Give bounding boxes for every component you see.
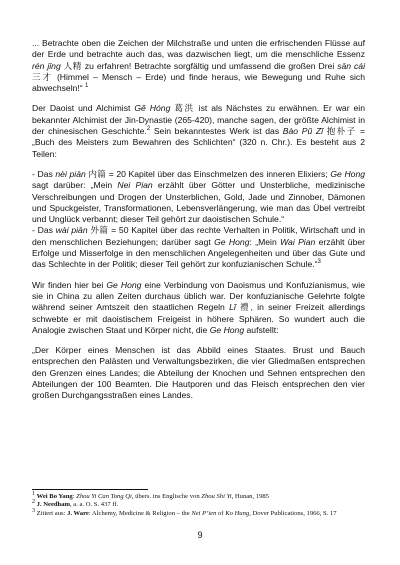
text-run: of: [216, 509, 226, 517]
footnote-number: 2: [32, 499, 35, 506]
footnotes: [32, 489, 365, 518]
analogy-paragraph: [32, 280, 365, 336]
book-title: Bào Pŭ Zĭ: [282, 126, 324, 137]
text-run: - Das: [32, 168, 56, 179]
text-run: : „Mein: [249, 236, 281, 247]
footnote-list: [32, 490, 365, 518]
text-run: 葛洪 ist als Nächstes zu erwähnen. Er war ein bekannter Alchimist der Jin-Dynastie (265-420), manche sagen, der größte Alchimist in der chinesischen Geschichte.: [32, 103, 365, 137]
list-item: [32, 169, 365, 225]
text-run: 内篇 = 20 Kapitel über das Einschmelzen des inneren Elixiers;: [85, 168, 331, 179]
book-title: Nei Pian: [117, 180, 153, 191]
footnote-title: Zhou Yi Can Tong Qi: [76, 493, 132, 500]
footnote-author: J. Needham: [36, 501, 70, 509]
footnote-ref: 1: [85, 83, 89, 90]
footnote-author: Wei Bo Yang: [36, 493, 73, 500]
page-number: 9: [197, 530, 203, 540]
footnote-item: [32, 507, 365, 518]
text-run: , Dover Publications, 1966, S. 17: [249, 509, 337, 517]
text-run: sagt darüber: „Mein: [32, 180, 118, 191]
footnote-number: 3: [32, 507, 35, 514]
pinyin-name: Ge Hong: [330, 168, 366, 179]
page-body: [32, 38, 365, 411]
footnote-title: Zhou Shi Yi: [201, 493, 232, 500]
pinyin-term: sān cái: [337, 60, 365, 71]
pinyin-name: Ge Hong: [106, 279, 142, 290]
footnote-author: J. Ware: [67, 509, 89, 517]
text-run: erzählt über Götter und Unsterbliche, medizinische Verschreibungen und Drogen der Unsterblichen, Gold, Jade und Zinnober, Dämonen und Spuckgeister, Transformationen, Lebensverlängerung, wie man das Übel vertreibt und Unglück verbannt; dieser Teil gehört zur daoistischen Schule.“: [32, 180, 365, 225]
pinyin-name: Ge Hong: [214, 236, 250, 247]
book-parts-list: [32, 169, 365, 271]
text-run: - Das: [32, 225, 56, 236]
footnote-number: 1: [32, 490, 35, 497]
text-run: eine Verbindung von Daoismus und Konfuzianismus, wie sie in China zu allen Zeiten durchaus üblich war. Der konfuzianische Gelehrte folgte während seiner Amtszeit den staatlichen Regeln: [32, 279, 365, 313]
pinyin-term: wài piān: [55, 225, 88, 236]
footnote-title: Nei P’ien: [191, 509, 217, 517]
list-item: [32, 225, 365, 270]
text-run: 三才 (Himmel – Mensch – Erde) und finde heraus, wie Bewegung und Ruhe sich abwechseln!“: [32, 71, 365, 94]
footnote-ref: 2: [146, 126, 151, 133]
body-state-quote: „Der Körper eines Menschen ist das Abbild eines Staates. Brust und Bauch entsprechen den Palästen und Verwaltungsbezirken, die vier Gliedmaßen entsprechen den Grenzen eines Landes; die Abteilung der Knochen und Sehnen entsprechen den Abteilungen der 100 Beamten. Die Hautporen und das Fleisch entsprechen den vier großen Durchgangsstraßen eines Landes.: [32, 345, 365, 401]
pinyin-name: Gĕ Hóng: [134, 103, 171, 114]
text-run: , Hunan, 1985: [231, 493, 269, 500]
text-run: : Alchemy, Medicine & Religion – the: [88, 509, 192, 517]
text-run: , übers. ins Englische von: [131, 493, 202, 500]
text-run: 人精 zu erfahren! Betrachte sorgfältig und umfassend die großen Drei: [60, 60, 338, 71]
text-run: Zitiert aus:: [36, 509, 68, 517]
text-run: erzählt über Erfolge und Misserfolge in den menschlichen Angelegenheiten und über das Gute und das Schlechte in der Politik; dieser Teil gehört zur konfuzianischen Schule.“: [32, 236, 365, 270]
text-run: 禮, in seiner Freizeit allerdings schwebte er mit daoistischem Freigeist in höhere Sphären. So wundert auch die Analogie zwischen Staat und Körper nicht, die: [32, 302, 365, 335]
text-run: :: [72, 493, 77, 500]
text-run: aufstellt:: [244, 324, 279, 335]
pinyin-term: rén jīng: [32, 60, 61, 71]
text-run: ... Betrachte oben die Zeichen der Milchstraße und unten die erfrischenden Flüsse auf der Erde und betrachte auch das, was dazwischen liegt, um die menschliche Essenz: [32, 38, 365, 60]
text-run: , a. a. O. S. 437 ff.: [70, 501, 119, 509]
footnote-ref: 3: [317, 259, 321, 266]
text-run: Sein bekanntestes Werk ist das: [150, 126, 283, 137]
footnote-divider: [32, 489, 148, 490]
pinyin-term: nèi piān: [55, 168, 86, 179]
text-run: Der Daoist und Alchimist: [32, 103, 135, 114]
quote-paragraph: [32, 38, 365, 94]
pinyin-name: Ge Hong: [209, 324, 245, 335]
ge-hong-paragraph: [32, 103, 365, 159]
text-run: 外篇 = 50 Kapitel über das rechte Verhalten in Politik, Wirtschaft und in den menschlichen Beziehungen; darüber sagt: [32, 225, 366, 247]
pinyin-term: Lĭ: [229, 302, 236, 313]
footnote-title: Ko Hung: [225, 509, 250, 517]
footnote-item: [32, 501, 365, 509]
text-run: Wir finden hier bei: [32, 279, 107, 290]
book-title: Wai Pian: [280, 236, 316, 247]
text-run: 抱朴子 = „Buch des Meisters zum Bewahren des Schlichten“ (320 n. Chr.). Es besteht aus 2 Teilen:: [32, 126, 365, 159]
